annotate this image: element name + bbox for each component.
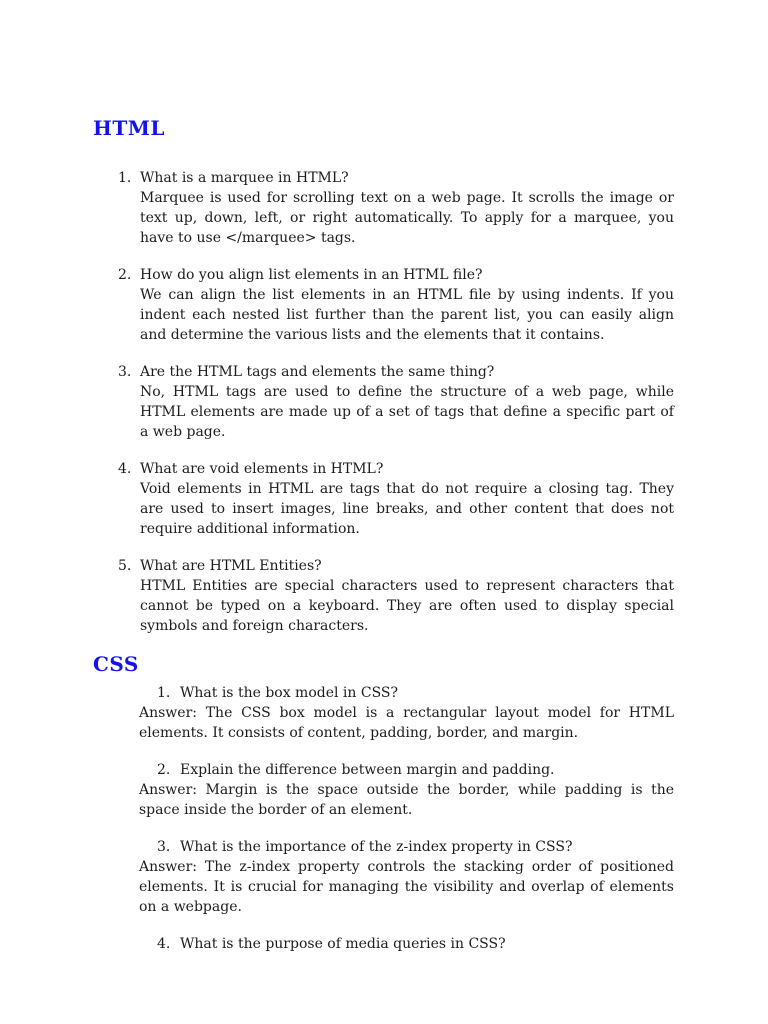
question-text: What is the box model in CSS?: [180, 685, 399, 701]
qa-item-html-4: [93, 459, 674, 539]
section-heading-css: CSS: [93, 652, 139, 676]
answer-text: Void elements in HTML are tags that do not require a closing tag. They are used to insert images, line breaks, and other content that does not require additional information.: [140, 481, 674, 537]
qa-item-css-4: [93, 934, 674, 954]
question-text: What are HTML Entities?: [140, 558, 322, 574]
question-number: 1.: [157, 685, 171, 701]
question-number: 4.: [157, 936, 171, 952]
question-text: What is a marquee in HTML?: [140, 170, 349, 186]
answer-text: Answer: Margin is the space outside the border, while padding is the space inside the border of an element.: [139, 782, 674, 818]
qa-item-css-1: [93, 683, 674, 743]
qa-item-html-5: [93, 556, 674, 636]
question-text: What is the purpose of media queries in CSS?: [180, 936, 506, 952]
qa-item-css-2: [93, 760, 674, 820]
answer-text: HTML Entities are special characters used to represent characters that cannot be typed on a keyboard. They are often used to display special symbols and foreign characters.: [140, 578, 674, 634]
question-number: 2.: [157, 762, 171, 778]
qa-item-css-3: [93, 837, 674, 917]
question-number: 4.: [118, 461, 132, 477]
answer-text: Answer: The z-index property controls the stacking order of positioned elements. It is crucial for managing the visibility and overlap of elements on a webpage.: [139, 859, 674, 915]
qa-item-html-2: [93, 265, 674, 345]
answer-text: Marquee is used for scrolling text on a web page. It scrolls the image or text up, down, left, or right automatically. To apply for a marquee, you have to use </marquee> tags.: [140, 190, 674, 246]
question-number: 1.: [118, 170, 132, 186]
question-text: Explain the difference between margin and padding.: [180, 762, 555, 778]
question-number: 2.: [118, 267, 132, 283]
qa-item-html-3: [93, 362, 674, 442]
question-text: What is the importance of the z-index property in CSS?: [180, 839, 573, 855]
question-number: 3.: [157, 839, 171, 855]
answer-text: No, HTML tags are used to define the structure of a web page, while HTML elements are made up of a set of tags that define a specific part of a web page.: [140, 384, 674, 440]
section-heading-html: HTML: [93, 116, 165, 140]
question-number: 3.: [118, 364, 132, 380]
section-css: [93, 653, 674, 954]
question-text: What are void elements in HTML?: [140, 461, 384, 477]
question-number: 5.: [118, 558, 132, 574]
answer-text: Answer: The CSS box model is a rectangular layout model for HTML elements. It consists of content, padding, border, and margin.: [139, 705, 674, 741]
question-text: Are the HTML tags and elements the same thing?: [140, 364, 495, 380]
question-text: How do you align list elements in an HTML file?: [140, 267, 483, 283]
answer-text: We can align the list elements in an HTML file by using indents. If you indent each nested list further than the parent list, you can easily align and determine the various lists and the elements that it contains.: [140, 287, 674, 343]
qa-item-html-1: [93, 168, 674, 248]
section-html: [93, 117, 674, 636]
